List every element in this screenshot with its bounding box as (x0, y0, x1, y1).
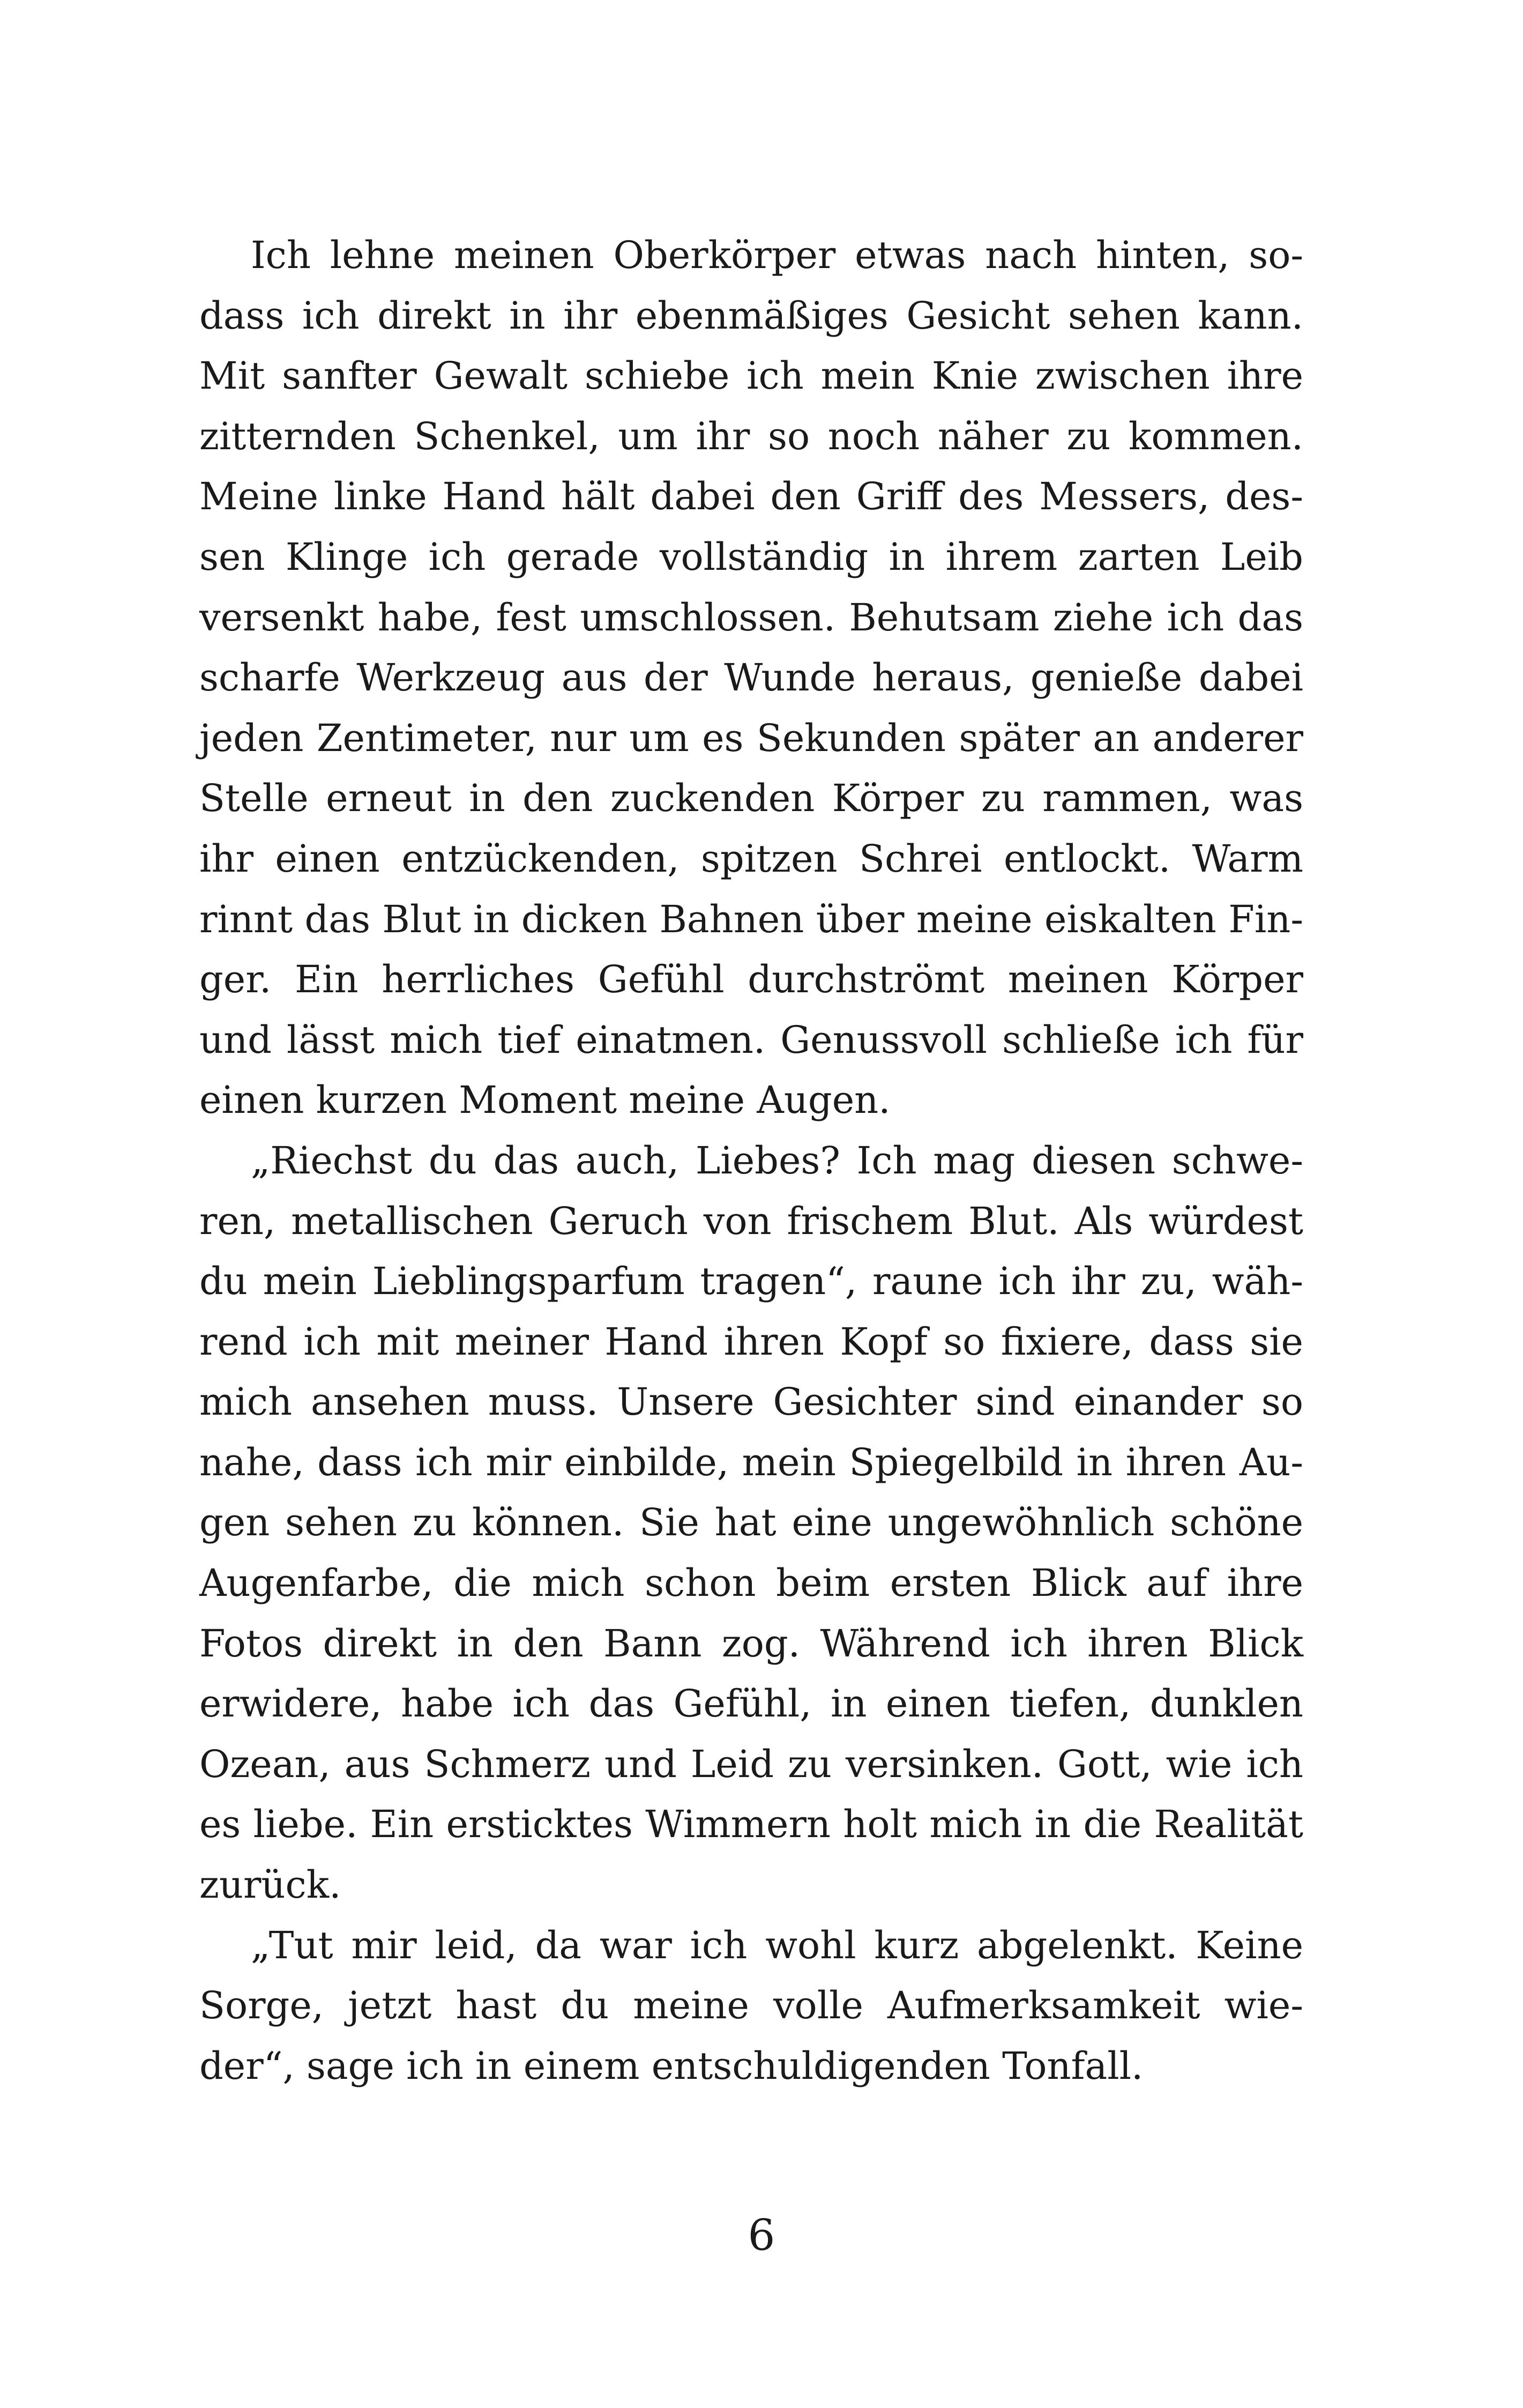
text-line: Augenfarbe, die mich schon beim ersten Blick auf ihre (199, 1561, 1303, 1606)
text-line: „Tut mir leid, da war ich wohl kurz abgelenkt. Keine (251, 1923, 1303, 1967)
text-line: Ich lehne meinen Oberkörper etwas nach hinten, so- (251, 233, 1303, 277)
text-line: Meine linke Hand hält dabei den Griff des Messers, des- (199, 474, 1303, 519)
text-line: Sorge, jetzt hast du meine volle Aufmerksamkeit wie- (199, 1983, 1303, 2028)
text-line: rinnt das Blut in dicken Bahnen über meine eiskalten Fin- (199, 897, 1303, 941)
page-number: 6 (748, 2210, 775, 2260)
text-line: du mein Lieblingsparfum tragen“, raune ich ihr zu, wäh- (199, 1259, 1303, 1304)
text-line: Stelle erneut in den zuckenden Körper zu rammen, was (199, 776, 1303, 821)
text-line: ger. Ein herrliches Gefühl durchströmt meinen Körper (199, 957, 1303, 1002)
text-line: ihr einen entzückenden, spitzen Schrei entlockt. Warm (199, 836, 1303, 881)
text-line: scharfe Werkzeug aus der Wunde heraus, genieße dabei (199, 656, 1303, 700)
text-line: sen Klinge ich gerade vollständig in ihrem zarten Leib (199, 534, 1303, 579)
text-line: Fotos direkt in den Bann zog. Während ich ihren Blick (199, 1621, 1303, 1666)
text-line: dass ich direkt in ihr ebenmäßiges Gesicht sehen kann. (199, 293, 1303, 338)
text-line: rend ich mit meiner Hand ihren Kopf so fixiere, dass sie (199, 1319, 1303, 1364)
text-line: Mit sanfter Gewalt schiebe ich mein Knie zwischen ihre (199, 354, 1303, 398)
text-line: nahe, dass ich mir einbilde, mein Spiegelbild in ihren Au- (199, 1440, 1303, 1484)
text-line: Ozean, aus Schmerz und Leid zu versinken. Gott, wie ich (199, 1742, 1303, 1786)
text-line: der“, sage ich in einem entschuldigenden Tonfall. (199, 2043, 1144, 2088)
text-line: „Riechst du das auch, Liebes? Ich mag diesen schwe- (251, 1138, 1303, 1183)
text-line: ren, metallischen Geruch von frischem Blut. Als würdest (199, 1199, 1303, 1243)
text-line: und lässt mich tief einatmen. Genussvoll schließe ich für (199, 1017, 1303, 1062)
text-line: zurück. (199, 1863, 341, 1907)
text-line: zitternden Schenkel, um ihr so noch näher zu kommen. (199, 414, 1303, 458)
text-line: erwidere, habe ich das Gefühl, in einen tiefen, dunklen (199, 1682, 1303, 1726)
body-text (199, 225, 1303, 2096)
paragraph (199, 225, 1303, 1131)
text-line: einen kurzen Moment meine Augen. (199, 1078, 891, 1123)
text-line: es liebe. Ein ersticktes Wimmern holt mich in die Realität (199, 1802, 1303, 1847)
paragraph (199, 1915, 1303, 2097)
text-line: versenkt habe, fest umschlossen. Behutsam ziehe ich das (199, 595, 1303, 640)
paragraph (199, 1131, 1303, 1915)
text-line: gen sehen zu können. Sie hat eine ungewöhnlich schöne (199, 1500, 1303, 1545)
text-line: mich ansehen muss. Unsere Gesichter sind einander so (199, 1380, 1303, 1424)
text-line: jeden Zentimeter, nur um es Sekunden später an anderer (199, 716, 1303, 760)
